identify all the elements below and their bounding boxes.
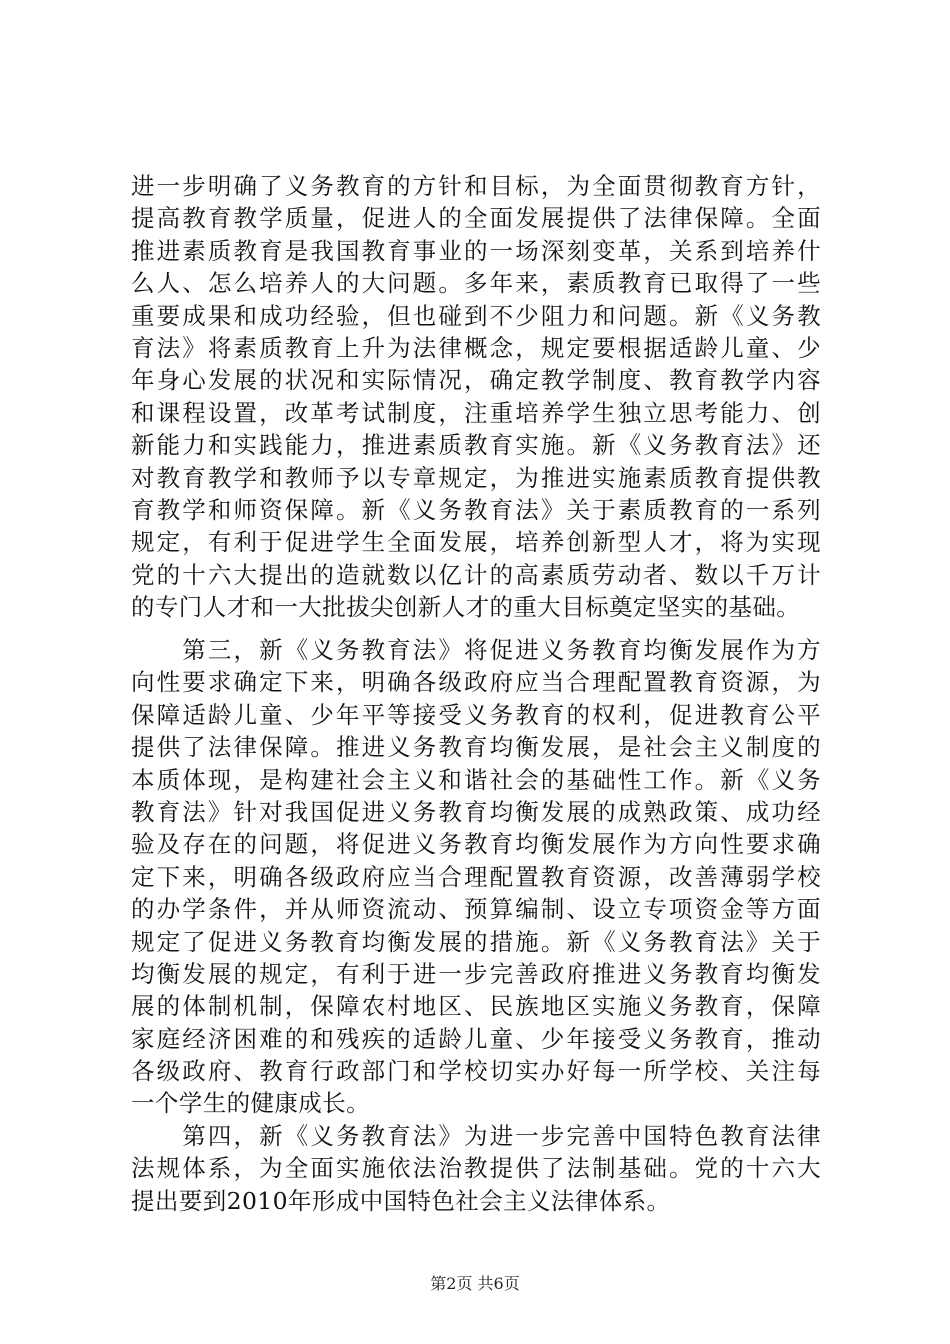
text-line: 年身心发展的状况和实际情况，确定教学制度、教育教学内容: [131, 366, 821, 395]
text-line: 保障适龄儿童、少年平等接受义务教育的权利，促进教育公平: [131, 700, 821, 729]
page-footer: [0, 1271, 950, 1294]
text-line: 第三，新《义务教育法》将促进义务教育均衡发展作为方: [131, 636, 821, 664]
paragraph-2: [131, 634, 821, 1120]
text-line: 法规体系，为全面实施依法治教提供了法制基础。党的十六大: [131, 1154, 821, 1183]
text-line: 新能力和实践能力，推进素质教育实施。新《义务教育法》还: [131, 431, 821, 460]
text-line: 提供了法律保障。推进义务教育均衡发展，是社会主义制度的: [131, 733, 821, 762]
text-line: 教育法》针对我国促进义务教育均衡发展的成熟政策、成功经: [131, 797, 821, 826]
text-line: 育教学和师资保障。新《义务教育法》关于素质教育的一系列: [131, 495, 821, 524]
page-indicator: 第2页 共6页: [430, 1274, 520, 1293]
text-line: 定下来，明确各级政府应当合理配置教育资源，改善薄弱学校: [131, 862, 821, 891]
text-line: 验及存在的问题，将促进义务教育均衡发展作为方向性要求确: [131, 830, 821, 859]
text-line: 提出要到2010年形成中国特色社会主义法律体系。: [131, 1186, 671, 1215]
text-line: 规定了促进义务教育均衡发展的措施。新《义务教育法》关于: [131, 927, 821, 956]
text-line: 么人、怎么培养人的大问题。多年来，素质教育已取得了一些: [131, 269, 821, 298]
text-line: 规定，有利于促进学生全面发展，培养创新型人才，将为实现: [131, 528, 821, 557]
text-line: 展的体制机制，保障农村地区、民族地区实施义务教育，保障: [131, 992, 821, 1021]
text-line: 提高教育教学质量，促进人的全面发展提供了法律保障。全面: [131, 204, 821, 233]
text-line: 第四，新《义务教育法》为进一步完善中国特色教育法律: [131, 1122, 821, 1150]
text-line: 对教育教学和教师予以专章规定，为推进实施素质教育提供教: [131, 463, 821, 492]
text-line: 的办学条件，并从师资流动、预算编制、设立专项资金等方面: [131, 895, 821, 924]
text-line: 的专门人才和一大批拔尖创新人才的重大目标奠定坚实的基础。: [131, 593, 801, 622]
paragraph-1: [131, 170, 821, 623]
text-line: 家庭经济困难的和残疾的适龄儿童、少年接受义务教育，推动: [131, 1024, 821, 1053]
text-line: 和课程设置，改革考试制度，注重培养学生独立思考能力、创: [131, 398, 821, 427]
text-line: 一个学生的健康成长。: [131, 1089, 370, 1118]
text-line: 向性要求确定下来，明确各级政府应当合理配置教育资源，为: [131, 668, 821, 697]
text-line: 推进素质教育是我国教育事业的一场深刻变革，关系到培养什: [131, 236, 821, 265]
text-line: 育法》将素质教育上升为法律概念，规定要根据适龄儿童、少: [131, 333, 821, 362]
text-line: 均衡发展的规定，有利于进一步完善政府推进义务教育均衡发: [131, 959, 821, 988]
text-line: 重要成果和成功经验，但也碰到不少阻力和问题。新《义务教: [131, 301, 821, 330]
text-line: 本质体现，是构建社会主义和谐社会的基础性工作。新《义务: [131, 765, 821, 794]
paragraph-3: [131, 1120, 821, 1217]
text-line: 进一步明确了义务教育的方针和目标，为全面贯彻教育方针，: [131, 172, 821, 200]
text-line: 党的十六大提出的造就数以亿计的高素质劳动者、数以千万计: [131, 560, 821, 589]
text-line: 各级政府、教育行政部门和学校切实办好每一所学校、关注每: [131, 1057, 821, 1086]
